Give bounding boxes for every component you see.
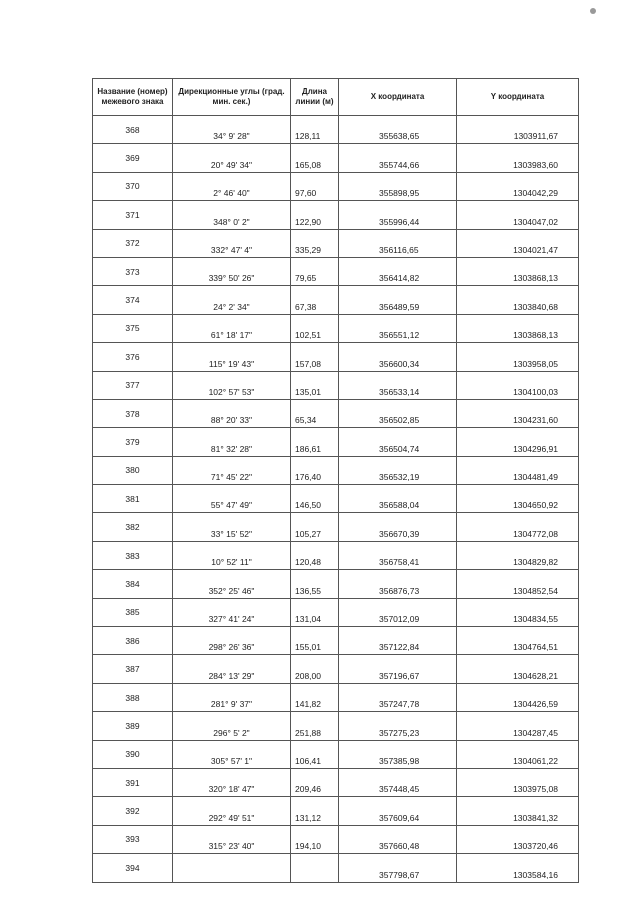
length-cell [291,229,339,257]
line-length: 141,82 [295,699,321,710]
y-cell [457,683,579,711]
header-angle: Дирекционные углы (град. мин. сек.) [173,79,291,116]
y-coordinate: 1303868,13 [513,330,558,341]
point-name: 371 [93,201,173,229]
length-cell [291,740,339,768]
y-coordinate: 1304021,47 [513,244,558,255]
x-coordinate: 355744,66 [379,159,420,170]
angle-cell [173,655,291,683]
length-cell [291,399,339,427]
x-coordinate: 357448,45 [379,784,420,795]
table-row [93,116,579,144]
angle-cell [173,144,291,172]
y-cell [457,371,579,399]
point-name: 382 [93,513,173,541]
y-coordinate: 1304852,54 [513,585,558,596]
angle-cell [173,201,291,229]
angle-cell [173,286,291,314]
y-coordinate: 1303841,32 [513,812,558,823]
line-length: 176,40 [295,472,321,483]
x-coordinate: 357122,84 [379,642,420,653]
y-cell [457,229,579,257]
line-length: 209,46 [295,784,321,795]
x-cell [339,399,457,427]
line-length: 135,01 [295,386,321,397]
y-coordinate: 1303720,46 [513,841,558,852]
length-cell [291,201,339,229]
length-cell [291,428,339,456]
x-cell [339,598,457,626]
angle-cell [173,485,291,513]
x-coordinate: 356551,12 [379,330,420,341]
direction-angle: 296° 5' 2" [213,727,250,738]
angle-cell [173,570,291,598]
direction-angle: 298° 26' 36" [208,642,255,653]
table-row [93,144,579,172]
x-coordinate: 356116,65 [379,244,419,255]
y-coordinate: 1304829,82 [513,557,558,568]
length-cell [291,541,339,569]
x-cell [339,768,457,796]
table-row [93,286,579,314]
length-cell [291,371,339,399]
point-name: 373 [93,257,173,285]
x-cell [339,314,457,342]
y-coordinate: 1303868,13 [513,273,558,284]
length-cell [291,172,339,200]
line-length: 67,38 [295,301,317,312]
x-coordinate: 356588,04 [379,500,420,511]
line-length: 97,60 [295,188,317,199]
point-name: 375 [93,314,173,342]
y-cell [457,485,579,513]
x-cell [339,655,457,683]
y-cell [457,541,579,569]
y-coordinate: 1304650,92 [513,500,558,511]
length-cell [291,825,339,853]
angle-cell [173,428,291,456]
angle-cell [173,172,291,200]
header-row [93,79,579,116]
table-row [93,655,579,683]
line-length: 251,88 [295,727,321,738]
angle-cell [173,399,291,427]
x-cell [339,456,457,484]
y-cell [457,768,579,796]
point-name: 389 [93,712,173,740]
y-cell [457,712,579,740]
point-name: 381 [93,485,173,513]
point-name: 376 [93,343,173,371]
point-name: 388 [93,683,173,711]
x-coordinate: 356876,73 [379,585,420,596]
x-cell [339,570,457,598]
direction-angle: 320° 18' 47" [208,784,255,795]
angle-cell [173,768,291,796]
y-cell [457,286,579,314]
y-coordinate: 1304772,08 [513,528,558,539]
x-coordinate: 356502,85 [379,415,420,426]
y-cell [457,797,579,825]
header-name: Название (номер) межевого знака [93,79,173,116]
angle-cell [173,627,291,655]
x-cell [339,371,457,399]
y-coordinate: 1304426,59 [513,699,558,710]
length-cell [291,513,339,541]
x-cell [339,683,457,711]
angle-cell [173,541,291,569]
direction-angle: 281° 9' 37" [210,699,253,710]
length-cell [291,854,339,882]
direction-angle: 284° 13' 29" [208,670,255,681]
length-cell [291,570,339,598]
point-name: 370 [93,172,173,200]
line-length: 335,29 [295,244,321,255]
point-name: 379 [93,428,173,456]
x-cell [339,286,457,314]
angle-cell [173,229,291,257]
y-coordinate: 1304287,45 [513,727,558,738]
table-row [93,201,579,229]
angle-cell [173,797,291,825]
x-coordinate: 357385,98 [379,755,420,766]
length-cell [291,257,339,285]
x-cell [339,712,457,740]
x-coordinate: 357247,78 [379,699,420,710]
x-cell [339,797,457,825]
scan-mark [590,8,596,14]
table-row [93,627,579,655]
line-length: 146,50 [295,500,321,511]
x-cell [339,854,457,882]
direction-angle: 332° 47' 4" [210,244,253,255]
length-cell [291,655,339,683]
y-cell [457,343,579,371]
y-coordinate: 1304834,55 [513,614,558,625]
table-row [93,541,579,569]
y-cell [457,854,579,882]
x-coordinate: 357609,64 [379,812,420,823]
line-length: 157,08 [295,358,321,369]
y-coordinate: 1304047,02 [513,216,558,227]
y-coordinate: 1303958,05 [513,358,558,369]
y-coordinate: 1304764,51 [513,642,558,653]
point-name: 390 [93,740,173,768]
direction-angle: 10° 52' 11" [211,557,252,568]
line-length: 65,34 [295,415,317,426]
y-cell [457,627,579,655]
y-cell [457,598,579,626]
point-name: 383 [93,541,173,569]
direction-angle: 34° 9' 28" [213,131,250,142]
length-cell [291,768,339,796]
line-length: 106,41 [295,755,321,766]
point-name: 387 [93,655,173,683]
x-coordinate: 357275,23 [379,727,420,738]
x-coordinate: 357798,67 [379,869,420,880]
y-coordinate: 1304296,91 [513,443,558,454]
x-cell [339,485,457,513]
x-coordinate: 356504,74 [379,443,420,454]
x-coordinate: 355638,65 [379,131,420,142]
header-length: Длина линии (м) [291,79,339,116]
angle-cell [173,712,291,740]
angle-cell [173,257,291,285]
direction-angle: 292° 49' 51" [208,812,255,823]
y-cell [457,428,579,456]
y-coordinate: 1303983,60 [513,159,558,170]
y-coordinate: 1303911,67 [513,131,558,142]
angle-cell [173,116,291,144]
line-length: 105,27 [295,528,321,539]
angle-cell [173,825,291,853]
y-coordinate: 1303840,68 [513,301,558,312]
y-coordinate: 1304628,21 [513,670,558,681]
direction-angle: 24° 2' 34" [213,301,250,312]
table-row [93,371,579,399]
point-name: 392 [93,797,173,825]
angle-cell [173,314,291,342]
y-coordinate: 1303584,16 [513,869,558,880]
y-cell [457,314,579,342]
y-cell [457,257,579,285]
table-row [93,513,579,541]
table-row [93,683,579,711]
point-name: 380 [93,456,173,484]
point-name: 393 [93,825,173,853]
x-coordinate: 355996,44 [379,216,420,227]
angle-cell [173,740,291,768]
direction-angle: 339° 50' 26" [208,273,255,284]
length-cell [291,797,339,825]
direction-angle: 327° 41' 24" [208,614,255,625]
direction-angle: 315° 23' 40" [208,841,255,852]
x-coordinate: 356414,82 [379,273,420,284]
x-coordinate: 355898,95 [379,188,420,199]
line-length: 131,04 [295,614,321,625]
x-coordinate: 356533,14 [379,386,420,397]
y-cell [457,825,579,853]
table-row [93,797,579,825]
direction-angle: 33° 15' 52" [210,528,253,539]
x-cell [339,428,457,456]
length-cell [291,314,339,342]
table-row [93,485,579,513]
direction-angle: 88° 20' 33" [210,415,253,426]
table-row [93,257,579,285]
x-cell [339,513,457,541]
y-cell [457,201,579,229]
point-name: 386 [93,627,173,655]
angle-cell [173,343,291,371]
y-cell [457,570,579,598]
table-row [93,712,579,740]
direction-angle: 61° 18' 17" [210,330,253,341]
y-coordinate: 1304061,22 [513,755,558,766]
length-cell [291,286,339,314]
x-cell [339,144,457,172]
x-cell [339,229,457,257]
y-cell [457,740,579,768]
y-cell [457,116,579,144]
length-cell [291,343,339,371]
y-coordinate: 1304231,60 [513,415,558,426]
line-length: 155,01 [295,642,321,653]
y-cell [457,655,579,683]
direction-angle: 352° 25' 46" [208,585,255,596]
y-cell [457,456,579,484]
length-cell [291,485,339,513]
x-cell [339,172,457,200]
line-length: 131,12 [295,812,321,823]
line-length: 136,55 [295,585,321,596]
x-cell [339,627,457,655]
line-length: 165,08 [295,159,321,170]
table-row [93,456,579,484]
table-row [93,854,579,882]
length-cell [291,456,339,484]
header-y: Y координата [457,79,579,116]
table-row [93,172,579,200]
length-cell [291,683,339,711]
point-name: 385 [93,598,173,626]
x-coordinate: 357660,48 [379,841,420,852]
angle-cell [173,683,291,711]
point-name: 374 [93,286,173,314]
table-row [93,825,579,853]
y-cell [457,513,579,541]
x-coordinate: 356600,34 [379,358,420,369]
header-x: Х координата [339,79,457,116]
direction-angle: 2° 46' 40" [213,188,250,199]
direction-angle: 71° 45' 22" [210,472,253,483]
x-coordinate: 356670,39 [379,528,420,539]
angle-cell [173,513,291,541]
line-length: 194,10 [295,841,321,852]
direction-angle: 55° 47' 49" [210,500,253,511]
direction-angle: 115° 19' 43" [208,358,255,369]
length-cell [291,144,339,172]
direction-angle: 102° 57' 53" [208,386,255,397]
length-cell [291,712,339,740]
point-name: 377 [93,371,173,399]
x-cell [339,541,457,569]
point-name: 391 [93,768,173,796]
line-length: 120,48 [295,557,321,568]
table-row [93,570,579,598]
table-row [93,343,579,371]
y-coordinate: 1304100,03 [513,386,558,397]
y-cell [457,144,579,172]
length-cell [291,598,339,626]
y-coordinate: 1303975,08 [513,784,558,795]
y-coordinate: 1304042,29 [513,188,558,199]
x-coordinate: 357196,67 [379,670,420,681]
direction-angle: 305° 57' 1" [210,755,253,766]
direction-angle: 348° 0' 2" [213,216,250,227]
line-length: 79,65 [295,273,317,284]
line-length: 128,11 [295,131,321,142]
direction-angle: 20° 49' 34" [210,159,253,170]
table-row [93,740,579,768]
x-cell [339,343,457,371]
angle-cell [173,598,291,626]
table-row [93,229,579,257]
point-name: 394 [93,854,173,882]
angle-cell [173,371,291,399]
point-name: 369 [93,144,173,172]
y-cell [457,172,579,200]
line-length: 102,51 [295,330,321,341]
x-cell [339,201,457,229]
y-coordinate: 1304481,49 [513,472,558,483]
direction-angle: 81° 32' 28" [210,443,253,454]
table-row [93,768,579,796]
point-name: 372 [93,229,173,257]
x-coordinate: 357012,09 [379,614,420,625]
x-cell [339,825,457,853]
table-row [93,428,579,456]
line-length: 186,61 [295,443,321,454]
angle-cell [173,854,291,882]
point-name: 384 [93,570,173,598]
x-cell [339,116,457,144]
boundary-coordinates-table [92,78,579,883]
x-coordinate: 356532,19 [379,472,420,483]
angle-cell [173,456,291,484]
x-coordinate: 356758,41 [379,557,420,568]
y-cell [457,399,579,427]
x-coordinate: 356489,59 [379,301,420,312]
line-length: 208,00 [295,670,321,681]
length-cell [291,116,339,144]
x-cell [339,740,457,768]
line-length: 122,90 [295,216,321,227]
x-cell [339,257,457,285]
table-row [93,314,579,342]
table-row [93,399,579,427]
point-name: 378 [93,399,173,427]
table-row [93,598,579,626]
length-cell [291,627,339,655]
point-name: 368 [93,116,173,144]
